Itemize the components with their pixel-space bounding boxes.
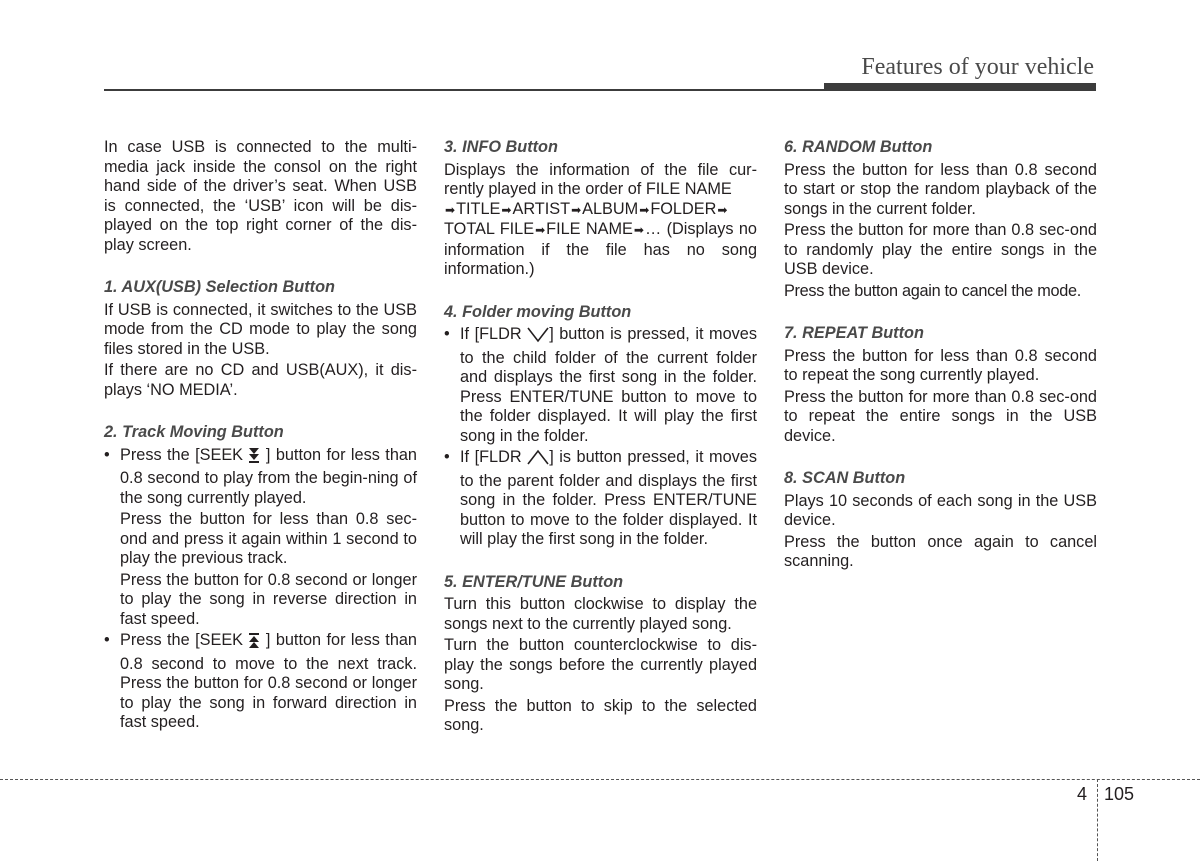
- paragraph: If there are no CD and USB(AUX), it dis-plays ‘NO MEDIA’.: [104, 361, 417, 399]
- section-heading-info: 3. INFO Button: [444, 138, 558, 156]
- list-item: [104, 446, 417, 630]
- section-heading-scan: 8. SCAN Button: [784, 469, 906, 487]
- seek-down-icon: [248, 447, 260, 470]
- section-heading-enter-tune: 5. ENTER/TUNE Button: [444, 572, 624, 591]
- section-heading-repeat: 7. REPEAT Button: [784, 324, 924, 342]
- bullet-list: [444, 325, 757, 550]
- chevron-up-icon: [527, 449, 549, 472]
- column-3: [784, 138, 1097, 574]
- paragraph: Press the button for more than 0.8 sec-ond to randomly play the entire songs in the USB device.: [784, 221, 1097, 278]
- header-rule: [104, 89, 824, 91]
- page-header-title: Features of your vehicle: [861, 54, 1094, 80]
- section-heading-aux-usb: 1. AUX(USB) Selection Button: [104, 278, 335, 296]
- paragraph: Plays 10 seconds of each song in the USB device.: [784, 491, 1097, 529]
- paragraph: Press the button again to cancel the mode.: [784, 281, 1081, 300]
- paragraph: Press the button for more than 0.8 sec-ond to repeat the entire songs in the USB device.: [784, 387, 1097, 445]
- list-item: • If [FLDR ] button is pressed, it moves to the child folder of the current folder and displays the first song in the folder. Press ENTER/TUNE button to move to the folder displayed. It will play the first song in the folder.: [444, 325, 757, 446]
- list-item-text: Press the button for 0.8 second or longer to play the song in reverse direction in fast speed.: [120, 570, 417, 628]
- list-item: • If [FLDR ] is button pressed, it moves to the parent folder and displays the first song in the folder. Press ENTER/TUNE button to move to the folder displayed. It will play the first song in the folder.: [444, 448, 757, 550]
- paragraph: Displays the information of the file cur-rently played in the order of FILE NAME ➡TITLE➡ARTIST➡ALBUM➡FOLDER➡ TOTAL FILE➡FILE NAME➡… (Displays no information if the file has no song information.): [444, 160, 757, 278]
- seek-up-icon: [248, 632, 260, 655]
- column-1: [104, 138, 417, 735]
- chapter-number: 4: [1077, 784, 1088, 804]
- list-item-text: • Press the [SEEK ] button for less than 0.8 second to play from the begin-ning of the song currently played.: [120, 445, 417, 507]
- list-item-text: Press the button for less than 0.8 sec-ond and press it again within 1 second to play the previous track.: [120, 510, 417, 567]
- paragraph: If USB is connected, it switches to the USB mode from the CD mode to play the song files stored in the USB.: [104, 300, 417, 358]
- right-arrow-icon: ➡: [571, 202, 582, 217]
- header-rule-accent: [824, 83, 1096, 91]
- right-arrow-icon: ➡: [717, 202, 728, 217]
- section-heading-track-moving: 2. Track Moving Button: [104, 423, 284, 441]
- paragraph: Press the button for less than 0.8 second to start or stop the random playback of the songs in the current folder.: [784, 160, 1097, 218]
- intro-paragraph: In case USB is connected to the multi-media jack inside the consol on the right hand side of the driver’s seat. When USB is connected, the ‘USB’ icon will be dis-played on the top right corner of the dis-play screen.: [104, 138, 417, 254]
- paragraph: Press the button once again to cancel scanning.: [784, 532, 1097, 570]
- footer-divider-vertical: [1097, 779, 1098, 861]
- paragraph: Turn the button counterclockwise to dis-play the songs before the currently played song.: [444, 636, 757, 693]
- right-arrow-icon: ➡: [501, 202, 512, 217]
- info-order-flow: ➡TITLE➡ARTIST➡ALBUM➡FOLDER➡: [445, 199, 728, 218]
- right-arrow-icon: ➡: [445, 202, 456, 217]
- section-heading-random: 6. RANDOM Button: [784, 138, 933, 156]
- right-arrow-icon: ➡: [535, 223, 546, 237]
- paragraph: Press the button for less than 0.8 second to repeat the song currently played.: [784, 346, 1097, 384]
- right-arrow-icon: ➡: [639, 202, 650, 217]
- list-item-text: • Press the [SEEK ] button for less than 0.8 second to move to the next track. Press the button for 0.8 second or longer to play the song in forward direction in fast speed.: [120, 631, 417, 731]
- chevron-down-icon: [527, 326, 549, 349]
- column-2: [444, 138, 757, 738]
- right-arrow-icon: ➡: [633, 223, 644, 237]
- paragraph: Press the button to skip to the selected song.: [444, 696, 757, 734]
- footer-divider: [0, 779, 1200, 780]
- paragraph: Turn this button clockwise to display the songs next to the currently played song.: [444, 595, 757, 633]
- list-item: [104, 631, 417, 733]
- section-heading-folder-moving: 4. Folder moving Button: [444, 302, 632, 321]
- bullet-list: [104, 446, 417, 733]
- page-number: 105: [1104, 784, 1135, 804]
